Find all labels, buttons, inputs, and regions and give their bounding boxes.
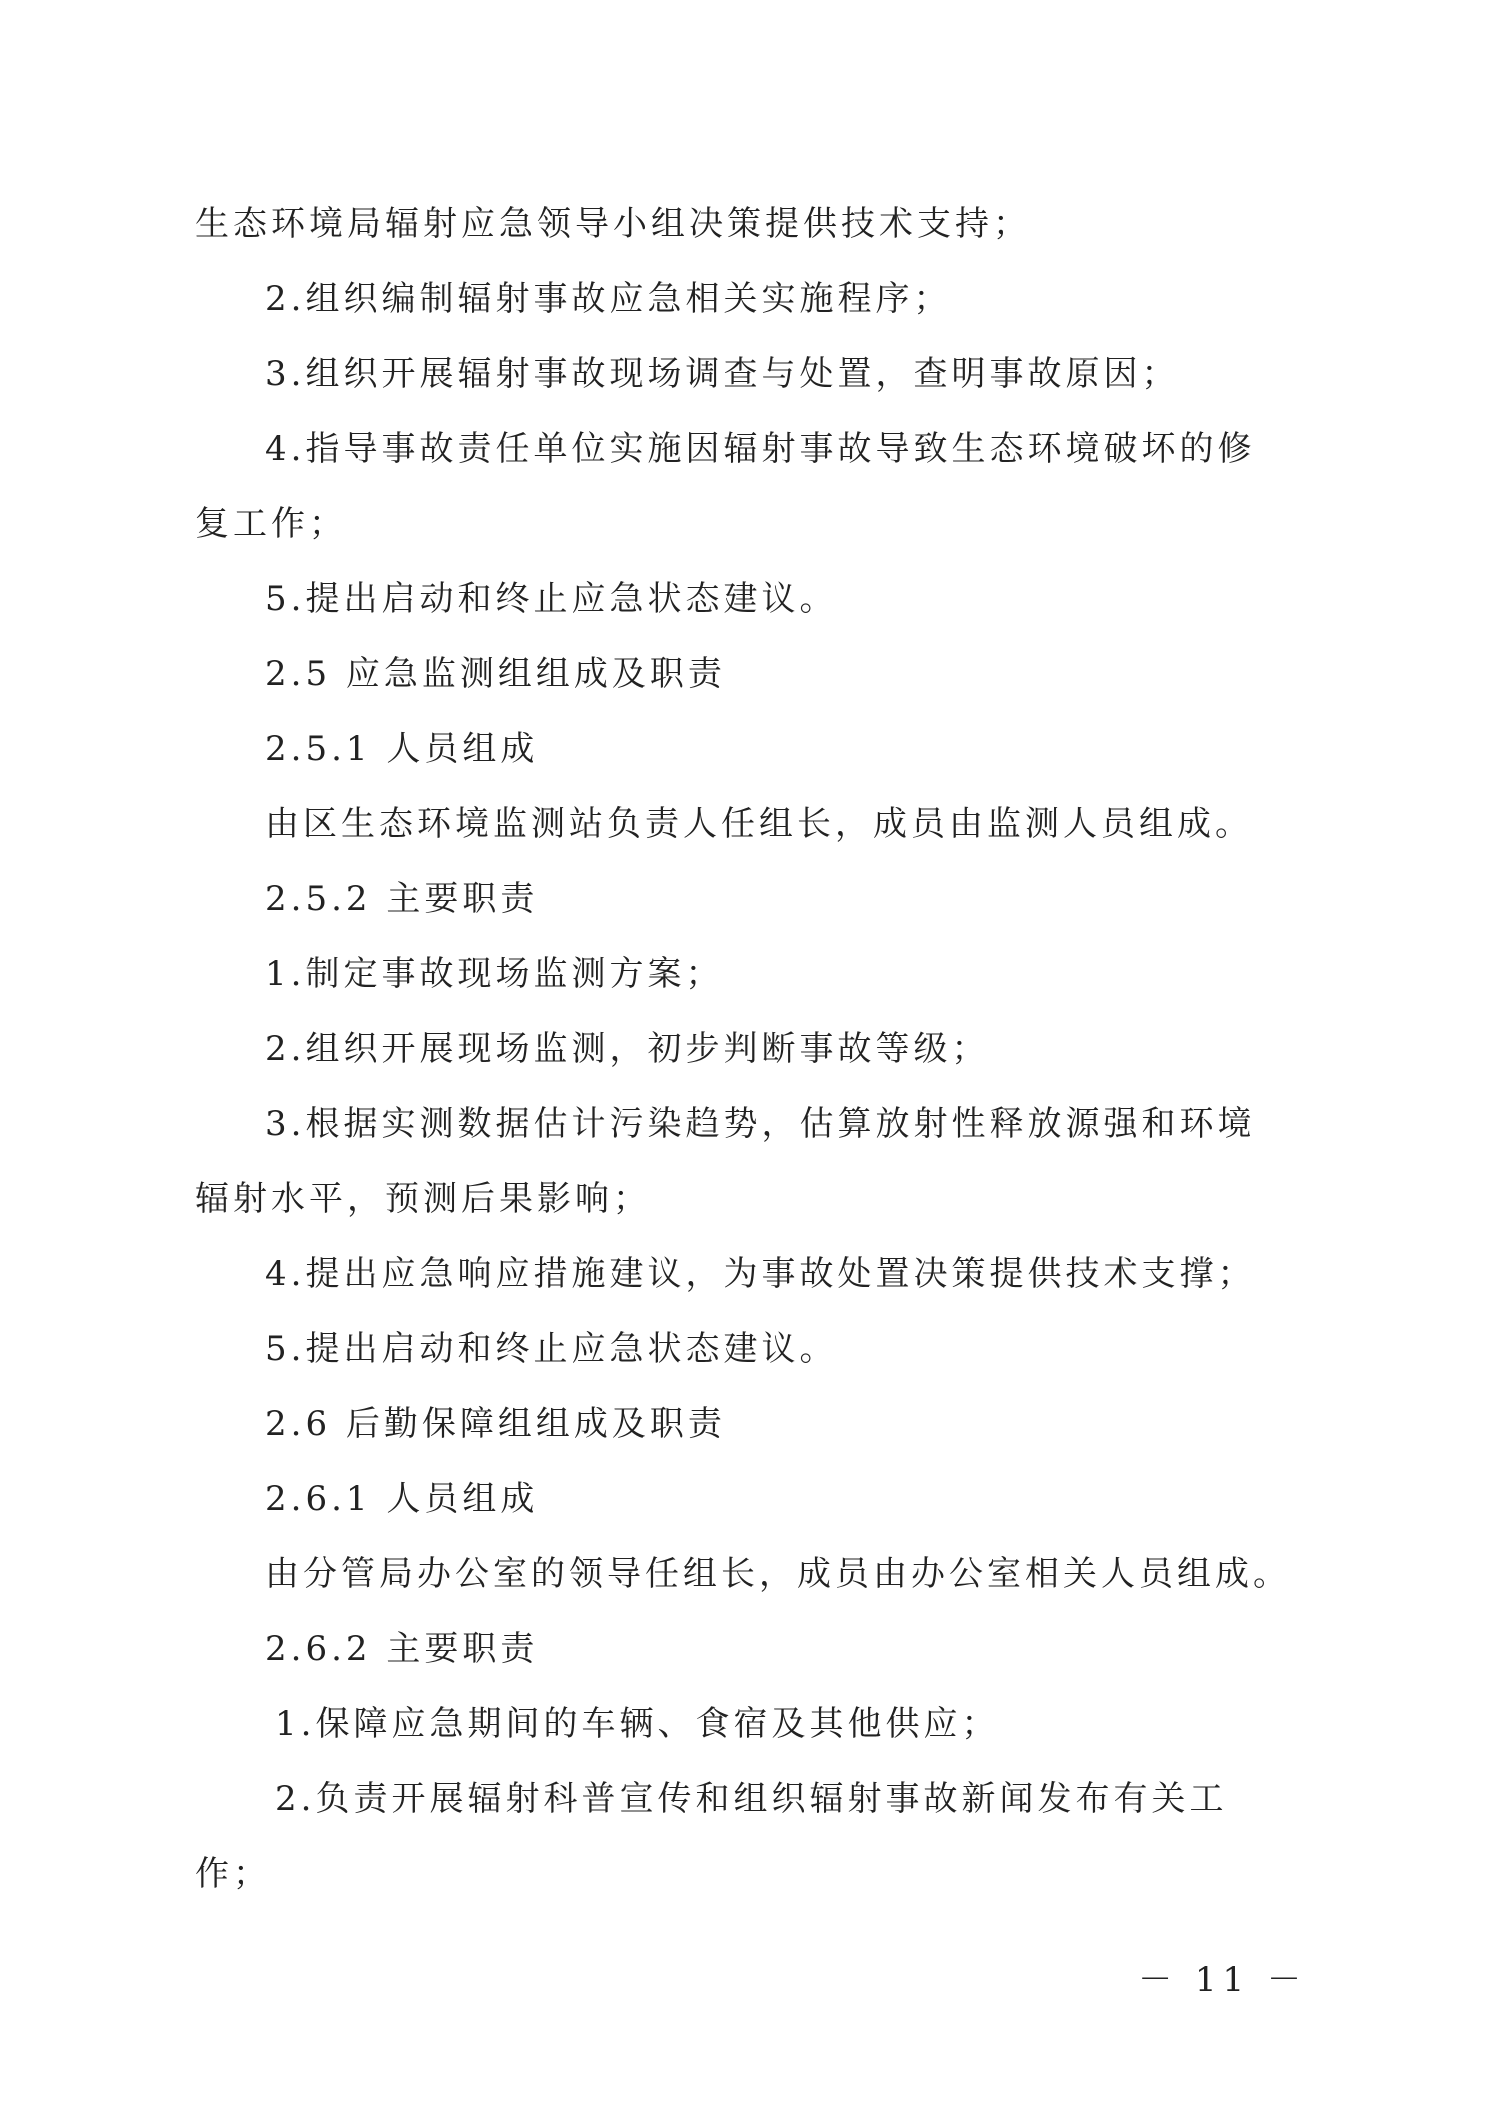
list-item: 5.提出启动和终止应急状态建议。 (265, 1329, 838, 1369)
list-item: 2.组织编制辐射事故应急相关实施程序； (265, 279, 952, 319)
list-item: 4.提出应急响应措施建议，为事故处置决策提供技术支撑； (265, 1254, 1256, 1294)
list-item: 1.制定事故现场监测方案； (265, 954, 724, 994)
text-line: 辐射水平，预测后果影响； (195, 1179, 651, 1219)
list-item: 5.提出启动和终止应急状态建议。 (265, 579, 838, 619)
text-line: 作； (195, 1854, 271, 1894)
page-number: － 11 － (1138, 1960, 1307, 2000)
subsection-heading: 2.6.2 主要职责 (265, 1629, 539, 1669)
text-line: 生态环境局辐射应急领导小组决策提供技术支持； (195, 204, 1031, 244)
list-item: 2.负责开展辐射科普宣传和组织辐射事故新闻发布有关工 (275, 1779, 1228, 1819)
section-heading: 2.6 后勤保障组组成及职责 (265, 1404, 726, 1444)
list-item: 3.根据实测数据估计污染趋势，估算放射性释放源强和环境 (265, 1104, 1256, 1144)
list-item: 4.指导事故责任单位实施因辐射事故导致生态环境破坏的修 (265, 429, 1256, 469)
list-item: 2.组织开展现场监测，初步判断事故等级； (265, 1029, 990, 1069)
subsection-heading: 2.5.1 人员组成 (265, 729, 539, 769)
list-item: 3.组织开展辐射事故现场调查与处置，查明事故原因； (265, 354, 1180, 394)
list-item: 1.保障应急期间的车辆、食宿及其他供应； (275, 1704, 1000, 1744)
text-line: 复工作； (195, 504, 347, 544)
section-heading: 2.5 应急监测组组成及职责 (265, 654, 726, 694)
paragraph-line: 由区生态环境监测站负责人任组长，成员由监测人员组成。 (265, 804, 1253, 844)
paragraph-line: 由分管局办公室的领导任组长，成员由办公室相关人员组成。 (265, 1554, 1291, 1594)
subsection-heading: 2.5.2 主要职责 (265, 879, 539, 919)
subsection-heading: 2.6.1 人员组成 (265, 1479, 539, 1519)
